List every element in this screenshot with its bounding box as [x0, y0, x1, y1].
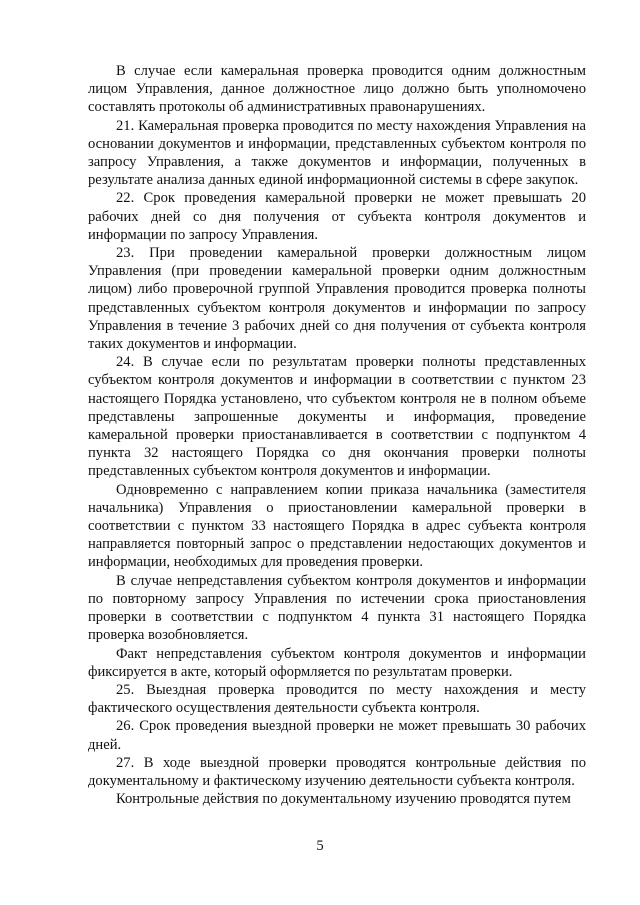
paragraph: 22. Срок проведения камеральной проверки не может превышать 20 рабочих дней со дня получения от субъекта контроля документов и информации по запросу Управления. [88, 190, 586, 243]
paragraph: 24. В случае если по результатам проверки полноты представленных субъектом контроля документов и информации в соответствии с пунктом 23 настоящего Порядка установлено, что субъектом контроля не в полном объеме представлены запрошенные документы и информация, проведение камеральной проверки приостанавливается в соответствии с подпунктом 4 пункта 32 настоящего Порядка со дня окончания проверки полноты представленных субъектом контроля документов и информации. [88, 354, 586, 480]
paragraph: 26. Срок проведения выездной проверки не может превышать 30 рабочих дней. [88, 718, 586, 753]
paragraph: Контрольные действия по документальному изучению проводятся путем [116, 791, 571, 808]
page-number: 5 [316, 838, 324, 854]
paragraph: В случае непредставления субъектом контроля документов и информации по повторному запросу Управления по истечении срока приостановления проверки в соответствии с подпунктом 4 пункта 31 настоящего Порядка проверка возобновляется. [88, 572, 586, 644]
paragraph: 27. В ходе выездной проверки проводятся контрольные действия по документальному и фактическому изучению деятельности субъекта контроля. [88, 754, 586, 789]
document-body [88, 62, 586, 808]
paragraph: 21. Камеральная проверка проводится по месту нахождения Управления на основании документов и информации, представленных субъектом контроля по запросу Управления, а также документов и информации, полученных в результате анализа данных единой информационной системы в сфере закупок. [88, 117, 586, 189]
paragraph: В случае если камеральная проверка проводится одним должностным лицом Управления, данное должностное лицо должно быть уполномочено составлять протоколы об административных правонарушениях. [88, 63, 586, 116]
paragraph: 23. При проведении камеральной проверки должностным лицом Управления (при проведении камеральной проверки одним должностным лицом) либо проверочной группой Управления проводится проверка полноты представленных субъектом контроля документов и информации по запросу Управления в течение 3 рабочих дней со дня получения от субъекта контроля таких документов и информации. [88, 245, 586, 353]
paragraph: Факт непредставления субъектом контроля документов и информации фиксируется в акте, который оформляется по результатам проверки. [88, 645, 586, 680]
paragraph: Одновременно с направлением копии приказа начальника (заместителя начальника) Управления о приостановлении камеральной проверки в соответствии с пунктом 33 настоящего Порядка в адрес субъекта контроля направляется повторный запрос о представлении недостающих документов и информации, необходимых для проведения проверки. [88, 481, 586, 571]
paragraph: 25. Выездная проверка проводится по месту нахождения и месту фактического осуществления деятельности субъекта контроля. [88, 681, 586, 717]
